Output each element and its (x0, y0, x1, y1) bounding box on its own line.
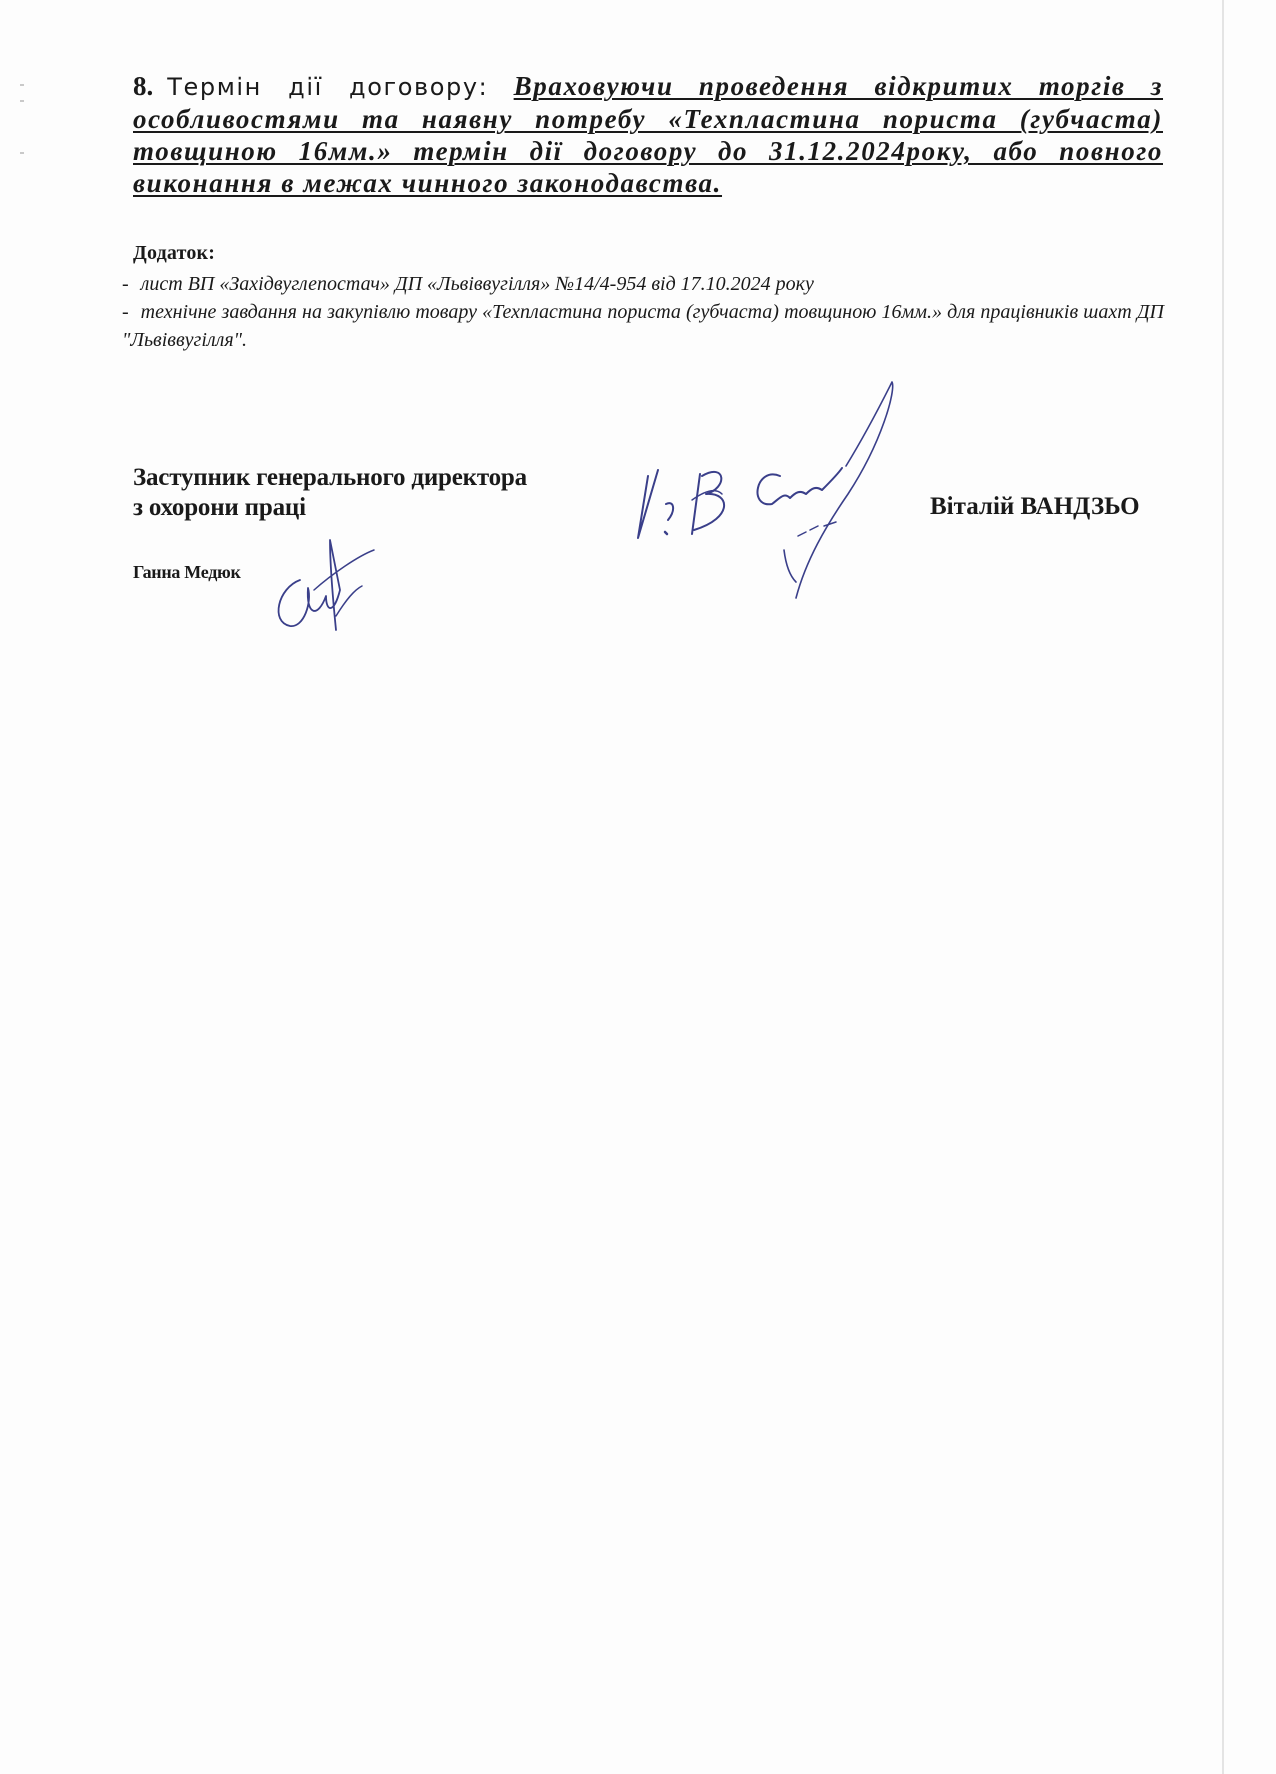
signer-position-line: з охорони праці (133, 494, 306, 521)
page-edge (1222, 0, 1224, 1774)
signer-position-line: Заступник генерального директора (133, 464, 527, 491)
attachment-text: лист ВП «Західвуглепостач» ДП «Львіввугілля» №14/4-954 від 17.10.2024 року (140, 273, 814, 295)
scan-speck (20, 84, 24, 86)
prepared-by-name: Ганна Медюк (133, 562, 241, 582)
attachments-list (122, 270, 1164, 354)
attachment-item (122, 298, 1164, 354)
clause-number: 8. (133, 71, 154, 101)
scan-speck (20, 152, 24, 154)
list-dash: - (122, 273, 129, 295)
signer-position (133, 463, 527, 523)
director-signature (630, 370, 910, 600)
clause-lead: Термін дії договору: (167, 73, 489, 101)
preparer-signature (270, 530, 380, 640)
attachment-item (122, 270, 1164, 298)
attachments-title: Додаток: (133, 242, 216, 264)
scan-speck (20, 100, 24, 102)
list-dash: - (122, 301, 129, 323)
contract-term-clause (133, 70, 1163, 199)
signer-name: Віталій ВАНДЗЬО (930, 493, 1140, 520)
clause-body: Враховуючи проведення відкритих торгів з особливостями та наявну потребу «Техпластина пориста (губчаста) товщиною 16мм.» термін дії договору до 31.12.2024року, або повного виконання в межах чинного законодавства. (133, 71, 1164, 198)
attachment-text: технічне завдання на закупівлю товару «Техпластина пориста (губчаста) товщиною 16мм.» для працівників шахт ДП "Львіввугілля". (122, 301, 1164, 351)
